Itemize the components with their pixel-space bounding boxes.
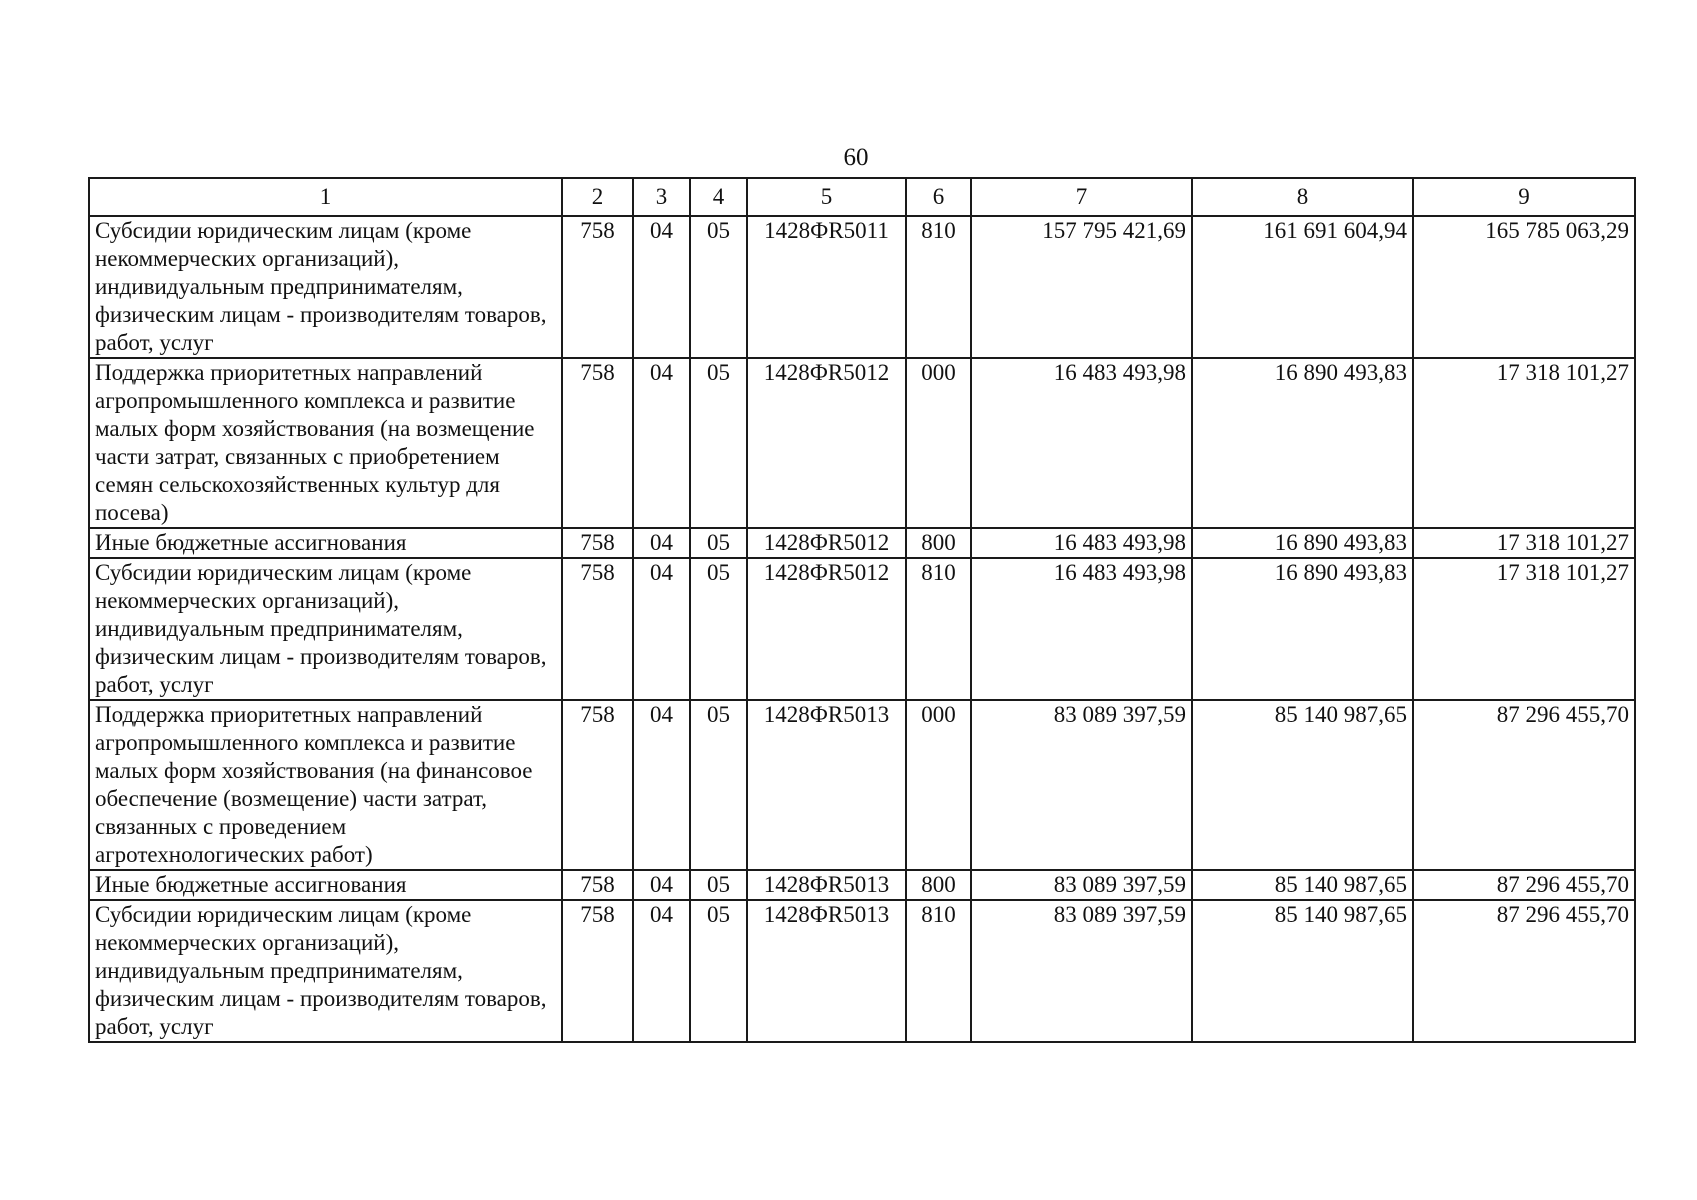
header-cell: 2 — [562, 178, 633, 216]
subsection-code: 05 — [690, 870, 747, 900]
target-article-code: 1428ФR5013 — [747, 870, 906, 900]
item-name: Поддержка приоритетных направлений агропромышленного комплекса и развитие малых форм хозяйствования (на возмещение части затрат, связанных с приобретением семян сельскохозяйственных культур для посева) — [89, 358, 562, 528]
subsection-code: 05 — [690, 528, 747, 558]
section-code: 04 — [633, 358, 690, 528]
header-cell: 1 — [89, 178, 562, 216]
expense-type-code: 800 — [906, 528, 971, 558]
section-code: 04 — [633, 870, 690, 900]
header-cell: 5 — [747, 178, 906, 216]
grbs-code: 758 — [562, 870, 633, 900]
grbs-code: 758 — [562, 558, 633, 700]
subsection-code: 05 — [690, 558, 747, 700]
table-row — [89, 700, 1635, 870]
amount-year-3: 165 785 063,29 — [1413, 216, 1635, 358]
target-article-code: 1428ФR5013 — [747, 900, 906, 1042]
target-article-code: 1428ФR5011 — [747, 216, 906, 358]
section-code: 04 — [633, 700, 690, 870]
header-cell: 4 — [690, 178, 747, 216]
amount-year-1: 157 795 421,69 — [971, 216, 1192, 358]
grbs-code: 758 — [562, 528, 633, 558]
amount-year-3: 17 318 101,27 — [1413, 558, 1635, 700]
header-row — [89, 178, 1635, 216]
target-article-code: 1428ФR5012 — [747, 528, 906, 558]
subsection-code: 05 — [690, 216, 747, 358]
grbs-code: 758 — [562, 900, 633, 1042]
amount-year-1: 83 089 397,59 — [971, 900, 1192, 1042]
amount-year-1: 83 089 397,59 — [971, 700, 1192, 870]
amount-year-2: 161 691 604,94 — [1192, 216, 1413, 358]
table-row — [89, 558, 1635, 700]
table-row — [89, 870, 1635, 900]
item-name: Субсидии юридическим лицам (кроме некоммерческих организаций), индивидуальным предпринимателям, физическим лицам - производителям товаров, работ, услуг — [89, 216, 562, 358]
grbs-code: 758 — [562, 700, 633, 870]
amount-year-1: 16 483 493,98 — [971, 558, 1192, 700]
section-code: 04 — [633, 558, 690, 700]
header-cell: 6 — [906, 178, 971, 216]
target-article-code: 1428ФR5012 — [747, 558, 906, 700]
item-name: Субсидии юридическим лицам (кроме некоммерческих организаций), индивидуальным предпринимателям, физическим лицам - производителям товаров, работ, услуг — [89, 900, 562, 1042]
header-cell: 7 — [971, 178, 1192, 216]
expense-type-code: 810 — [906, 216, 971, 358]
section-code: 04 — [633, 900, 690, 1042]
section-code: 04 — [633, 528, 690, 558]
section-code: 04 — [633, 216, 690, 358]
amount-year-2: 16 890 493,83 — [1192, 358, 1413, 528]
amount-year-1: 16 483 493,98 — [971, 358, 1192, 528]
amount-year-1: 16 483 493,98 — [971, 528, 1192, 558]
expense-type-code: 810 — [906, 900, 971, 1042]
amount-year-3: 87 296 455,70 — [1413, 870, 1635, 900]
subsection-code: 05 — [690, 358, 747, 528]
amount-year-3: 87 296 455,70 — [1413, 700, 1635, 870]
expense-type-code: 800 — [906, 870, 971, 900]
expense-type-code: 000 — [906, 700, 971, 870]
expense-type-code: 810 — [906, 558, 971, 700]
header-cell: 8 — [1192, 178, 1413, 216]
subsection-code: 05 — [690, 900, 747, 1042]
grbs-code: 758 — [562, 358, 633, 528]
amount-year-1: 83 089 397,59 — [971, 870, 1192, 900]
amount-year-3: 87 296 455,70 — [1413, 900, 1635, 1042]
item-name: Иные бюджетные ассигнования — [89, 528, 562, 558]
expense-type-code: 000 — [906, 358, 971, 528]
page-number: 60 — [843, 144, 869, 171]
amount-year-3: 17 318 101,27 — [1413, 358, 1635, 528]
target-article-code: 1428ФR5013 — [747, 700, 906, 870]
amount-year-2: 85 140 987,65 — [1192, 700, 1413, 870]
table-row — [89, 900, 1635, 1042]
table-row — [89, 358, 1635, 528]
amount-year-2: 16 890 493,83 — [1192, 528, 1413, 558]
table-row — [89, 216, 1635, 358]
header-cell: 9 — [1413, 178, 1635, 216]
item-name: Иные бюджетные ассигнования — [89, 870, 562, 900]
target-article-code: 1428ФR5012 — [747, 358, 906, 528]
amount-year-2: 16 890 493,83 — [1192, 558, 1413, 700]
amount-year-3: 17 318 101,27 — [1413, 528, 1635, 558]
amount-year-2: 85 140 987,65 — [1192, 900, 1413, 1042]
budget-table — [88, 177, 1636, 1043]
header-cell: 3 — [633, 178, 690, 216]
subsection-code: 05 — [690, 700, 747, 870]
item-name: Субсидии юридическим лицам (кроме некоммерческих организаций), индивидуальным предпринимателям, физическим лицам - производителям товаров, работ, услуг — [89, 558, 562, 700]
item-name: Поддержка приоритетных направлений агропромышленного комплекса и развитие малых форм хозяйствования (на финансовое обеспечение (возмещение) части затрат, связанных с проведением агротехнологических работ) — [89, 700, 562, 870]
grbs-code: 758 — [562, 216, 633, 358]
amount-year-2: 85 140 987,65 — [1192, 870, 1413, 900]
table-row — [89, 528, 1635, 558]
